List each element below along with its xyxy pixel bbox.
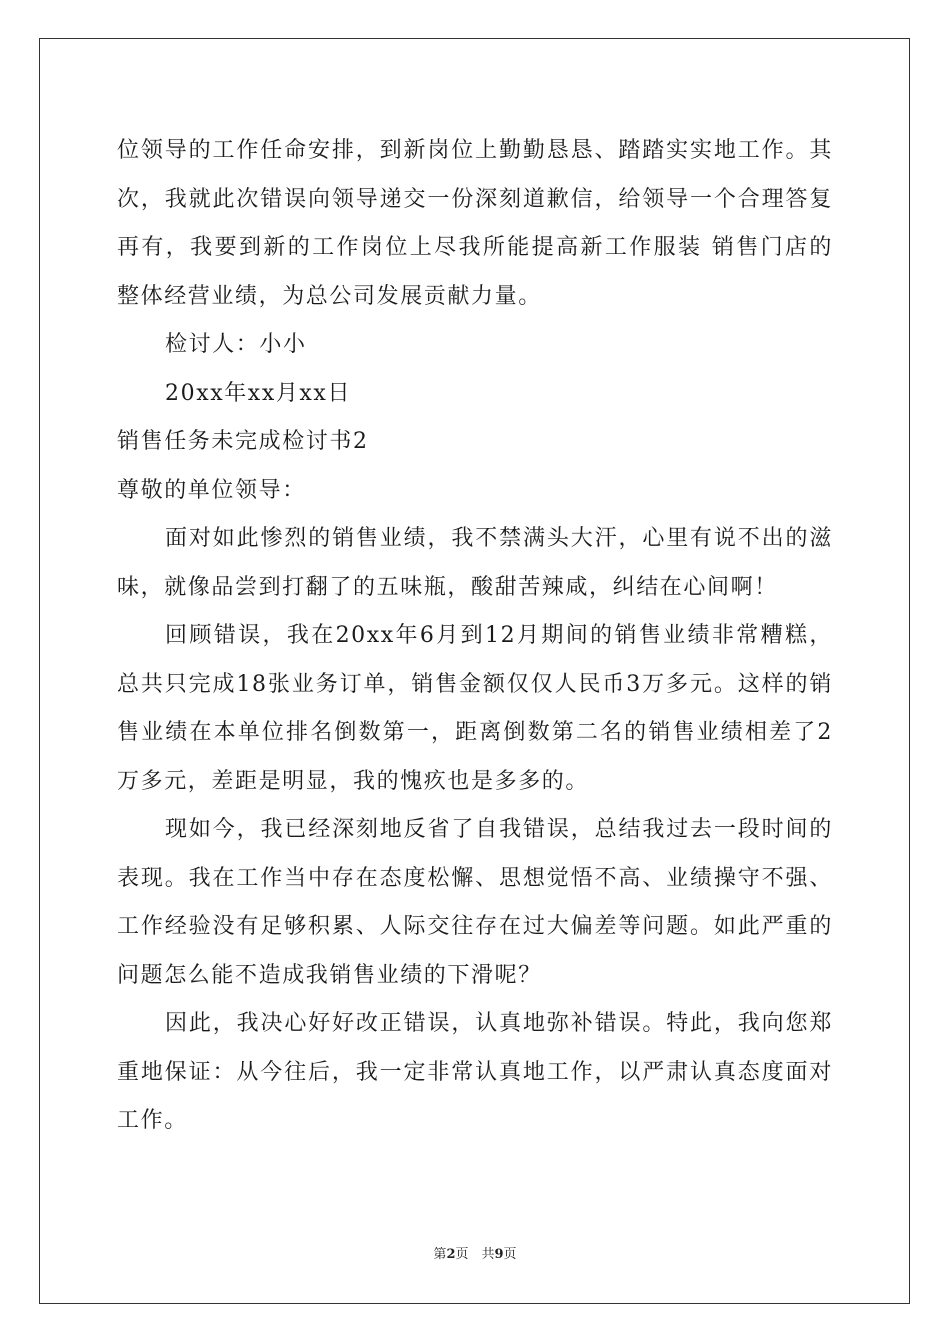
page-number-footer xyxy=(0,1243,950,1262)
section-title: 销售任务未完成检讨书2 xyxy=(117,429,369,454)
paragraph: 因此，我决心好好改正错误，认真地弥补错误。特此，我向您郑重地保证：从今往后，我一定非常认真地工作，以严肃认真态度面对工作。 xyxy=(117,1011,833,1133)
current-page-number: 2 xyxy=(446,1247,456,1262)
salutation: 尊敬的单位领导： xyxy=(117,477,306,503)
paragraph: 回顾错误，我在20xx年6月到12月期间的销售业绩非常糟糕，总共只完成18张业务订单，销售金额仅仅人民币3万多元。这样的销售业绩在本单位排名倒数第一，距离倒数第二名的销售业绩相差了2万多元，差距是明显，我的愧疚也是多多的。 xyxy=(117,623,833,794)
footer-suffix: 页 xyxy=(503,1247,517,1262)
document-body xyxy=(117,127,833,1146)
signature-line: 检讨人：小小 xyxy=(165,332,307,357)
paragraph: 面对如此惨烈的销售业绩，我不禁满头大汗，心里有说不出的滋味，就像品尝到打翻了的五味瓶，酸甜苦辣咸，纠结在心间啊！ xyxy=(117,526,833,600)
footer-middle: 页 共 xyxy=(455,1247,495,1262)
total-page-count: 9 xyxy=(494,1247,504,1262)
paragraph: 位领导的工作任命安排，到新岗位上勤勤恳恳、踏踏实实地工作。其次，我就此次错误向领导递交一份深刻道歉信，给领导一个合理答复再有，我要到新的工作岗位上尽我所能提高新工作服装 销售门店的整体经营业绩，为总公司发展贡献力量。 xyxy=(117,138,833,309)
date-line: 20xx年xx月xx日 xyxy=(165,380,352,406)
paragraph: 现如今，我已经深刻地反省了自我错误，总结我过去一段时间的表现。我在工作当中存在态度松懈、思想觉悟不高、业绩操守不强、工作经验没有足够积累、人际交往存在过大偏差等问题。如此严重的问题怎么能不造成我销售业绩的下滑呢？ xyxy=(117,817,833,988)
footer-prefix: 第 xyxy=(433,1247,447,1262)
